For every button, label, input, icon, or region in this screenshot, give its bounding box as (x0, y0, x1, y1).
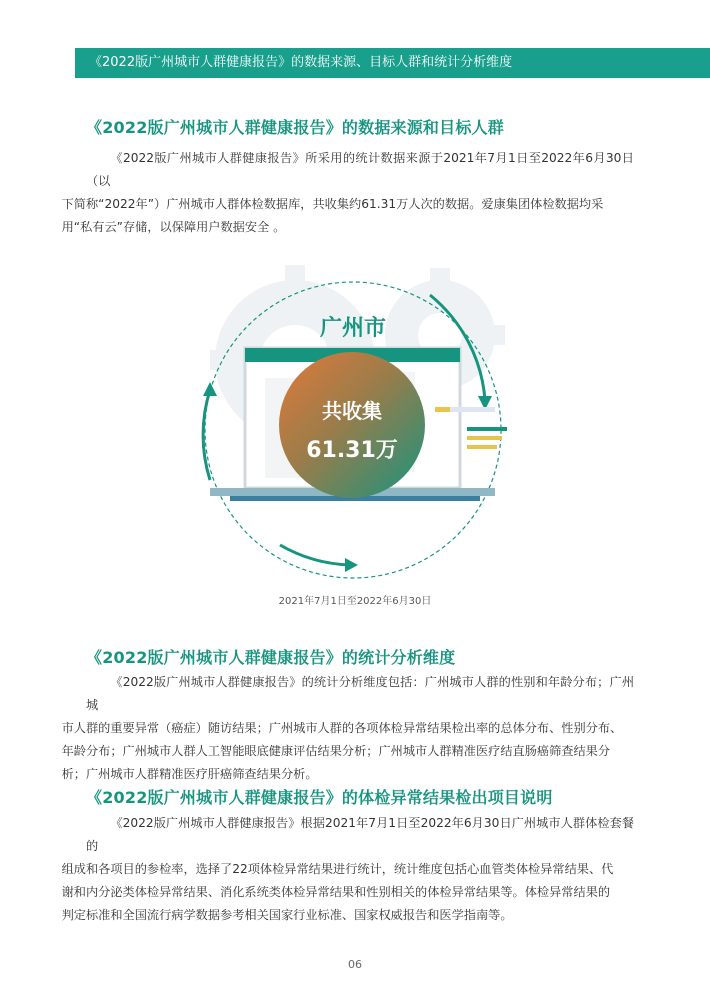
section1-line-3: 用“私有云”存储，以保障用户数据安全 。 (61, 220, 286, 234)
section2-paragraph (61, 671, 634, 786)
section2-line-1: 《2022版广州城市人群健康报告》的统计分析维度包括：广州城市人群的性别和年龄分布；广州城 (86, 675, 634, 712)
section2-line-3: 年龄分布；广州城市人群人工智能眼底健康评估结果分析；广州城市人群精准医疗结直肠癌筛查结果分 (61, 744, 611, 758)
section1-title: 《2022版广州城市人群健康报告》的数据来源和目标人群 (86, 118, 504, 137)
section2-line-4: 析；广州城市人群精准医疗肝癌筛查结果分析。 (61, 767, 318, 781)
page-header-bar (75, 48, 710, 78)
section2-line-2: 市人群的重要异常（癌症）随访结果；广州城市人群的各项体检异常结果检出率的总体分布、性别分布、 (61, 721, 623, 735)
collection-ball (279, 352, 425, 498)
section3-line-1: 《2022版广州城市人群健康报告》根据2021年7月1日至2022年6月30日广州城市人群体检套餐的 (86, 816, 634, 853)
section2-title: 《2022版广州城市人群健康报告》的统计分析维度 (86, 648, 456, 667)
city-label: 广州市 (319, 316, 387, 341)
section3-line-2: 组成和各项目的参检率，选择了22项体检异常结果进行统计，统计维度包括心血管类体检异常结果、代 (61, 862, 614, 876)
section1-line-2: 下简称“2022年”）广州城市人群体检数据库，共收集约61.31万人次的数据。爱康集团体检数据均采 (61, 197, 604, 211)
collect-label: 共收集 (322, 399, 382, 423)
header-title: 《2022版广州城市人群健康报告》的数据来源、目标人群和统计分析维度 (89, 55, 513, 70)
section3-title: 《2022版广州城市人群健康报告》的体检异常结果检出项目说明 (86, 788, 553, 807)
data-collection-illustration (185, 250, 525, 590)
section1-paragraph (61, 147, 634, 239)
section3-line-4: 判定标准和全国流行病学数据参考相关国家行业标准、国家权威报告和医学指南等。 (61, 908, 513, 922)
section3-line-3: 谢和内分泌类体检异常结果、消化系统类体检异常结果和性别相关的体检异常结果等。体检异常结果的 (61, 885, 611, 899)
arc-arrow-icon (280, 545, 350, 565)
page-number: 06 (348, 958, 362, 971)
collect-value: 61.31万 (306, 438, 398, 463)
section3-paragraph (61, 812, 634, 927)
section1-line-1: 《2022版广州城市人群健康报告》所采用的统计数据来源于2021年7月1日至2022年6月30日（以 (86, 151, 634, 188)
illustration-caption: 2021年7月1日至2022年6月30日 (278, 596, 432, 607)
